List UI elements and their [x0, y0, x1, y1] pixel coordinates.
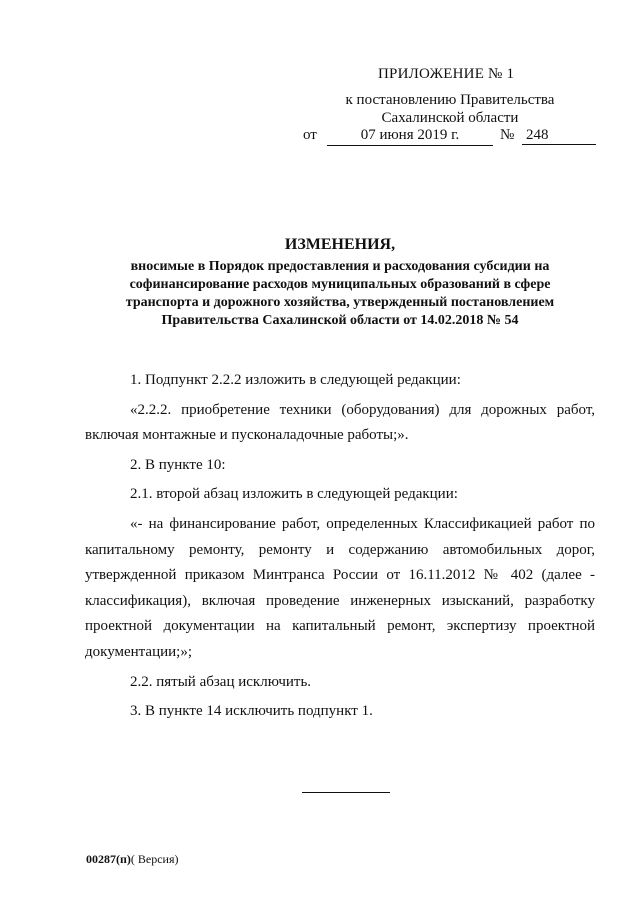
number-value: 248	[522, 127, 596, 145]
date-prefix: от	[303, 127, 317, 143]
document-subheading	[100, 258, 580, 330]
paragraph-5: «- на финансирование работ, определенных Классификацией работ по капитальному ремонту, ремонту и содержанию автомобильных дорог, утвержденной приказом Минтранса России от 16.11.2012 № 402 (далее - классификация), включая проведение инженерных изысканий, разработку проектной документации на капитальный ремонт, экспертизу проектной документации;»;	[85, 515, 595, 660]
paragraph-1: 1. Подпункт 2.2.2 изложить в следующей редакции:	[130, 372, 461, 388]
number-sign: №	[500, 127, 515, 143]
document-code: 00287(п)	[86, 852, 131, 866]
appendix-line-1: к постановлению Правительства	[345, 92, 555, 108]
paragraph-2: «2.2.2. приобретение техники (оборудования) для дорожных работ, включая монтажные и пусконаладочные работы;».	[85, 401, 595, 444]
appendix-line-2: Сахалинской области	[381, 110, 519, 126]
end-rule	[302, 792, 390, 793]
paragraph-7: 3. В пункте 14 исключить подпункт 1.	[130, 703, 373, 720]
appendix-title: ПРИЛОЖЕНИЕ № 1	[378, 66, 515, 82]
subheading-line-1: вносимые в Порядок предоставления и расходования субсидии на	[130, 259, 550, 274]
paragraph-6: 2.2. пятый абзац исключить.	[130, 673, 312, 690]
subheading-line-2: софинансирование расходов муниципальных образований в сфере	[129, 277, 551, 292]
document-body	[85, 368, 595, 725]
footer-code	[86, 852, 179, 867]
date-value: 07 июня 2019 г.	[327, 127, 493, 146]
document-version: ( Версия)	[130, 852, 179, 866]
paragraph-3: 2. В пункте 10:	[130, 456, 226, 473]
paragraph-4: 2.1. второй абзац изложить в следующей редакции:	[130, 486, 458, 503]
document-heading: ИЗМЕНЕНИЯ,	[284, 236, 396, 253]
subheading-line-4: Правительства Сахалинской области от 14.02.2018 № 54	[161, 313, 519, 328]
subheading-line-3: транспорта и дорожного хозяйства, утвержденный постановлением	[125, 295, 555, 310]
